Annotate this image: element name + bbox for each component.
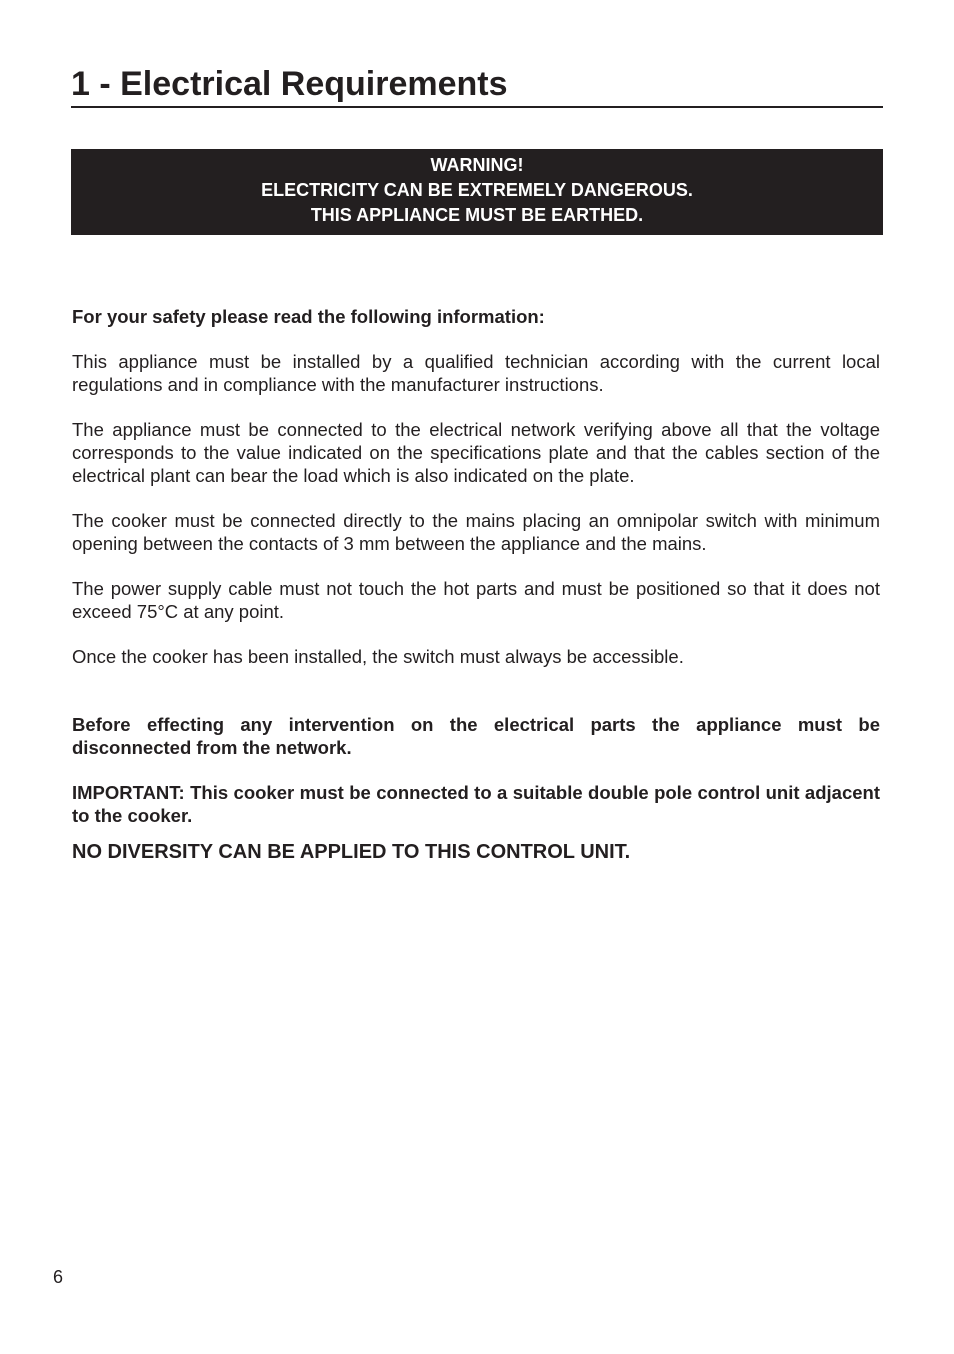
page-number: 6 [53,1267,64,1287]
paragraph-no-diversity: NO DIVERSITY CAN BE APPLIED TO THIS CONTROL UNIT. [72,841,631,863]
warning-heading: WARNING! [430,155,524,175]
warning-box [71,149,883,235]
body-content [72,305,880,886]
page-title: 1 - Electrical Requirements [71,65,508,103]
paragraph-omnipolar-switch: The cooker must be connected directly to the mains placing an omnipolar switch with minimum opening between the contacts of 3 mm between the appliance and the mains. [72,510,880,554]
title-divider [71,106,883,108]
paragraph-power-cable: The power supply cable must not touch the hot parts and must be positioned so that it does not exceed 75°C at any point. [72,578,880,622]
paragraph-disconnect-warning: Before effecting any intervention on the electrical parts the appliance must be disconnected from the network. [72,714,880,758]
paragraph-switch-accessible: Once the cooker has been installed, the switch must always be accessible. [72,646,684,667]
paragraph-important: IMPORTANT: This cooker must be connected to a suitable double pole control unit adjacent to the cooker. [72,782,880,826]
paragraph-installation: This appliance must be installed by a qualified technician according with the current local regulations and in compliance with the manufacturer instructions. [72,351,880,395]
safety-intro: For your safety please read the following information: [72,306,545,327]
warning-line-earthed: THIS APPLIANCE MUST BE EARTHED. [310,205,644,225]
warning-line-danger: ELECTRICITY CAN BE EXTREMELY DANGEROUS. [261,180,693,200]
paragraph-connection: The appliance must be connected to the electrical network verifying above all that the voltage corresponds to the value indicated on the specifications plate and that the cables section of the electrical plant can bear the load which is also indicated on the plate. [72,419,880,486]
